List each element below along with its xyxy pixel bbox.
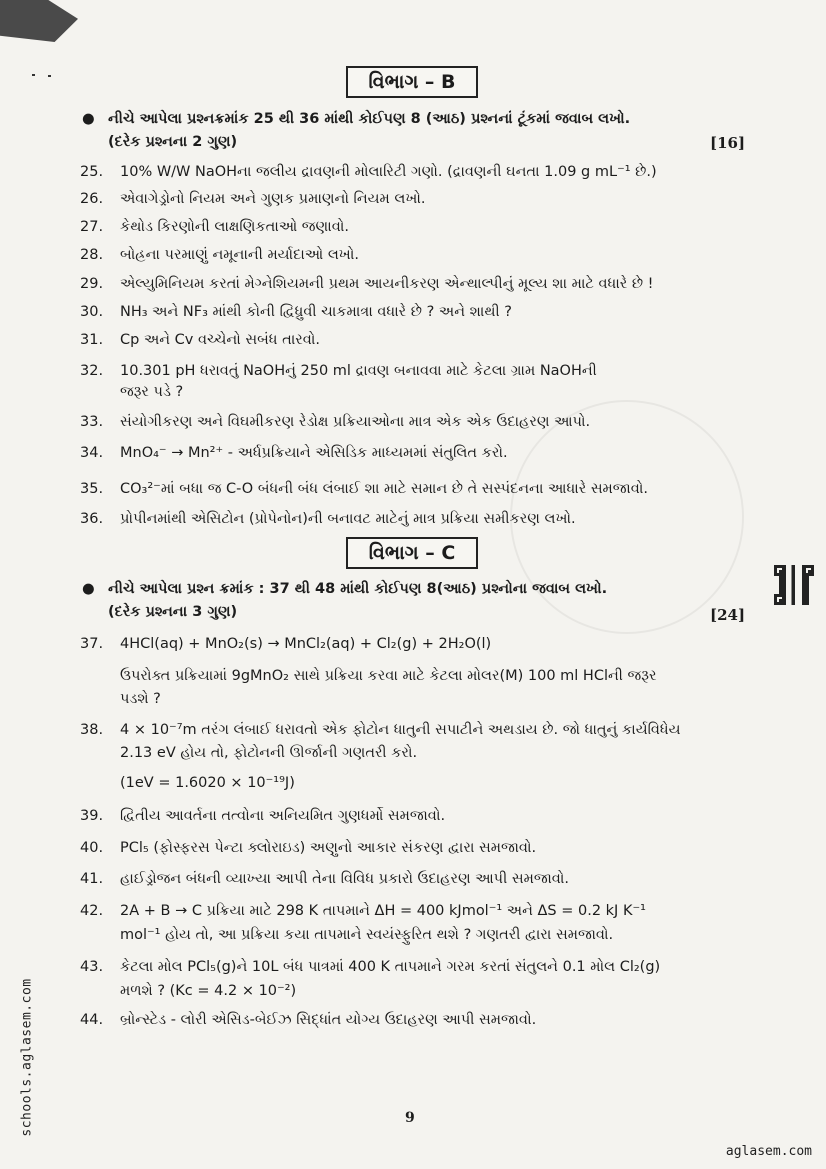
instruction-marks-line: (દરેક પ્રશ્નના 3 ગુણ) [108,604,238,620]
question-number: 37. [80,636,104,652]
question-number: 41. [80,871,104,887]
question-number: 44. [80,1012,104,1028]
question-number: 36. [80,511,104,527]
scan-dot [48,75,51,77]
section-c-marks: [24] [710,606,746,624]
question-text: CO₃²⁻માં બધા જ C-O બંધની બંધ લંબાઈ શા માટે સમાન છે તે સસ્પંદનના આધારે સમજાવો. [120,481,648,497]
question-number: 25. [80,164,104,180]
corner-watermark: aglasem.com [725,1144,812,1159]
question-text: હાઈડ્રોજન બંધની વ્યાખ્યા આપી તેના વિવિધ પ્રકારો ઉદાહરણ આપી સમજાવો. [120,871,570,887]
bullet-icon: ● [82,581,95,597]
question-text-continued: ઉપરોક્ત પ્રક્રિયામાં 9gMnO₂ સાથે પ્રક્રિયા કરવા માટે કેટલા મોલર(M) 100 ml HClની જરૂર [120,668,657,684]
scan-dot [32,74,35,76]
question-text: એલ્યુમિનિયમ કરતાં મેગ્નેશિયમની પ્રથમ આયનીકરણ એન્થાલ્પીનું મૂલ્ય શા માટે વધારે છે ! [120,276,654,292]
section-b-marks: [16] [710,134,746,152]
question-text-continued: મળશે ? (Kc = 4.2 × 10⁻²) [120,983,297,999]
question-number: 34. [80,445,104,461]
bullet-icon: ● [82,111,95,127]
question-number: 30. [80,304,104,320]
question-text: દ્વિતીય આવર્તના તત્વોના અનિયમિત ગુણધર્મો સમજાવો. [120,808,446,824]
question-number: 26. [80,191,104,207]
question-text: MnO₄⁻ → Mn²⁺ - અર્ધપ્રક્રિયાને એસિડિક માધ્યમમાં સંતુલિત કરો. [120,445,508,461]
question-text-continued: (1eV = 1.6020 × 10⁻¹⁹J) [120,775,295,791]
question-number: 32. [80,363,104,379]
question-number: 31. [80,332,104,348]
question-text: Cp અને Cv વચ્ચેનો સબંધ તારવો. [120,332,321,348]
question-text-continued: જરૂર પડે ? [120,384,184,400]
question-text: બોહ્રના પરમાણું નમૂનાની મર્યાદાઓ લખો. [120,247,359,263]
qr-code-icon [774,565,814,605]
question-text: સંયોગીકરણ અને વિઘમીકરણ રેડોક્ષ પ્રક્રિયાઓના માત્ર એક એક ઉદાહરણ આપો. [120,414,591,430]
question-number: 35. [80,481,104,497]
question-text: NH₃ અને NF₃ માંથી કોની દ્વિધ્રુવી ચાકમાત્રા વધારે છે ? અને શાથી ? [120,304,512,320]
question-text: કેટલા મોલ PCl₅(g)ને 10L બંધ પાત્રમાં 400 K તાપમાને ગરમ કરતાં સંતુલને 0.1 મોલ Cl₂(g) [120,959,661,975]
question-text-continued: પડશે ? [120,691,161,707]
question-text: PCl₅ (ફોસ્ફરસ પેન્ટા ક્લોરાઇડ) અણુનો આકાર સંકરણ દ્વારા સમજાવો. [120,840,537,856]
question-number: 29. [80,276,104,292]
question-text: 4HCl(aq) + MnO₂(s) → MnCl₂(aq) + Cl₂(g) + 2H₂O(l) [120,636,492,652]
question-text: કેથોડ કિરણોની લાક્ષણિકતાઓ જણાવો. [120,219,349,235]
scan-corner-mark [0,0,78,42]
question-number: 40. [80,840,104,856]
question-text: એવાગેડ્રોનો નિયમ અને ગુણક પ્રમાણનો નિયમ લખો. [120,191,426,207]
question-number: 27. [80,219,104,235]
question-number: 38. [80,722,104,738]
question-text: 10.301 pH ધરાવતું NaOHનું 250 ml દ્રાવણ બનાવવા માટે કેટલા ગ્રામ NaOHની [120,363,597,379]
side-watermark: schools.aglasem.com [19,978,35,1137]
section-b-title: વિભાગ – B [346,66,478,98]
question-text: 4 × 10⁻⁷m તરંગ લંબાઈ ધરાવતો એક ફોટોન ધાતુની સપાટીને અથડાય છે. જો ધાતુનું કાર્યવિધેય [120,722,681,738]
section-c-title: વિભાગ – C [346,537,478,569]
question-text: 2A + B → C પ્રક્રિયા માટે 298 K તાપમાને ΔH = 400 kJmol⁻¹ અને ΔS = 0.2 kJ K⁻¹ [120,903,646,919]
question-number: 39. [80,808,104,824]
question-number: 43. [80,959,104,975]
instruction-line: નીચે આપેલા પ્રશ્નક્રમાંક 25 થી 36 માંથી કોઈપણ 8 (આઠ) પ્રશ્નનાં ટૂંકમાં જવાબ લખો. [108,111,631,127]
question-text: બ્રોન્સ્ટેડ - લોરી એસિડ-બેઈઝ સિદ્ધાંત યોગ્ય ઉદાહરણ આપી સમજાવો. [120,1012,537,1028]
question-text-continued: mol⁻¹ હોય તો, આ પ્રક્રિયા કયા તાપમાને સ્વયંસ્ફુરિત થશે ? ગણતરી દ્વારા સમજાવો. [120,927,614,943]
instruction-line: નીચે આપેલા પ્રશ્ન ક્રમાંક : 37 થી 48 માંથી કોઈપણ 8(આઠ) પ્રશ્નોના જવાબ લખો. [108,581,608,597]
question-number: 42. [80,903,104,919]
question-number: 28. [80,247,104,263]
question-text: 10% W/W NaOHના જલીય દ્રાવણની મોલારિટી ગણો. (દ્રાવણની ઘનતા 1.09 g mL⁻¹ છે.) [120,164,657,180]
page-number: 9 [405,1110,415,1126]
question-number: 33. [80,414,104,430]
instruction-marks-line: (દરેક પ્રશ્નના 2 ગુણ) [108,134,238,150]
question-text-continued: 2.13 eV હોય તો, ફોટોનની ઊર્જાની ગણતરી કરો. [120,745,418,761]
question-text: પ્રોપીનમાંથી એસિટોન (પ્રોપેનોન)ની બનાવટ માટેનું માત્ર પ્રક્રિયા સમીકરણ લખો. [120,511,576,527]
